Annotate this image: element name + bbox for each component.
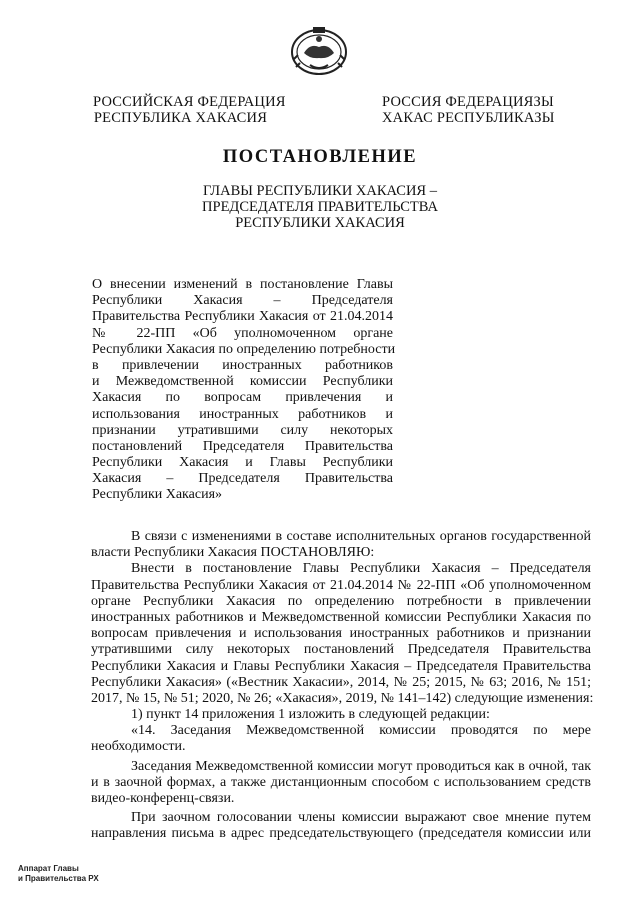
body-line: утратившими силу некоторых постановлений Председателя Правительства [91,642,591,658]
preamble-line: Правительства Республики Хакасия от 21.04.2014 [92,309,393,325]
body-line: Республики Хакасия и Главы Республики Хакасия – Председателя Правительства [91,658,591,674]
preamble-line: Республики Хакасия» [92,487,223,503]
preamble-line: в привлечении иностранных работников [92,357,393,373]
header-right [382,94,555,126]
preamble-line: использования иностранных работников и [92,406,393,422]
body-line: При заочном голосовании члены комиссии выражают свое мнение путем [131,810,591,826]
preamble-line: Республики Хакасия – Председателя [92,293,393,309]
header-right-line-2: ХАКАС РЕСПУБЛИКАЗЫ [382,110,555,126]
body-line: необходимости. [91,739,186,755]
stamp-line: и Правительства РХ [18,874,99,883]
preamble-line: Республики Хакасия по определению потребности [92,341,396,357]
body-line: «14. Заседания Межведомственной комиссии проводятся по мере [131,723,591,739]
body-line: иностранных работников и Межведомственной комиссии Республики Хакасия по [91,609,591,625]
preamble-line: О внесении изменений в постановление Главы [92,277,393,292]
body-line: Республики Хакасия» («Вестник Хакасии», 2014, № 25; 2015, № 63; 2016, № 151; [91,674,591,690]
body-line: власти Республики Хакасия ПОСТАНОВЛЯЮ: [91,545,375,561]
subtitle-line: ПРЕДСЕДАТЕЛЯ ПРАВИТЕЛЬСТВА [202,199,438,215]
preamble [92,277,396,504]
body-line: и в заочной формах, а также дистанционным способом с использованием средств [91,774,591,790]
header-left-line-2: РЕСПУБЛИКА ХАКАСИЯ [93,110,268,126]
body-line: Внести в постановление Главы Республики Хакасия – Председателя [131,561,591,577]
preamble-line: и Межведомственной комиссии Республики [92,374,393,390]
header-right-line-1: РОССИЯ ФЕДЕРАЦИЯЗЫ [382,94,554,110]
subtitle-line: ГЛАВЫ РЕСПУБЛИКИ ХАКАСИЯ – [203,183,437,199]
stamp-line: Аппарат Главы [18,864,79,873]
document-body [91,529,594,843]
body-line: видео-конференц-связи. [91,791,235,806]
body-line: В связи с изменениями в составе исполнительных органов государственной [131,529,591,544]
subtitle-line: РЕСПУБЛИКИ ХАКАСИЯ [235,215,405,231]
body-line: 1) пункт 14 приложения 1 изложить в следующей редакции: [131,707,490,723]
header-left-line-1: РОССИЙСКАЯ ФЕДЕРАЦИЯ [93,94,286,110]
preamble-line: Республики Хакасия и Главы Республики [92,455,393,471]
body-line: 2017, № 15, № 51; 2020, № 26; «Хакасия», 2019, № 141–142) следующие изменения: [91,690,594,706]
preamble-line: Хакасия по вопросам привлечения и [92,390,393,406]
document-title: ПОСТАНОВЛЕНИЕ [222,147,418,167]
preamble-line: признании утратившими силу некоторых [92,422,393,438]
document-subtitle [170,183,470,231]
coat-of-arms-emblem [290,25,348,75]
body-line: Правительства Республики Хакасия от 21.04.2014 № 22-ПП «Об уполномоченном [91,577,591,593]
preamble-line: № 22-ПП «Об уполномоченном органе [92,325,393,341]
header-left [93,94,286,126]
body-line: направления письма в адрес председательствующего (председателя комиссии или [91,826,591,842]
body-line: вопросам привлечения и использования иностранных работников и признании [91,626,591,642]
body-line: Заседания Межведомственной комиссии могут проводиться как в очной, так [131,758,591,774]
preamble-line: Хакасия – Председателя Правительства [92,471,393,487]
body-line: органе Республики Хакасия по определению потребности в привлечении [91,593,591,609]
preamble-line: постановлений Председателя Правительства [92,438,393,454]
office-stamp [18,864,99,884]
